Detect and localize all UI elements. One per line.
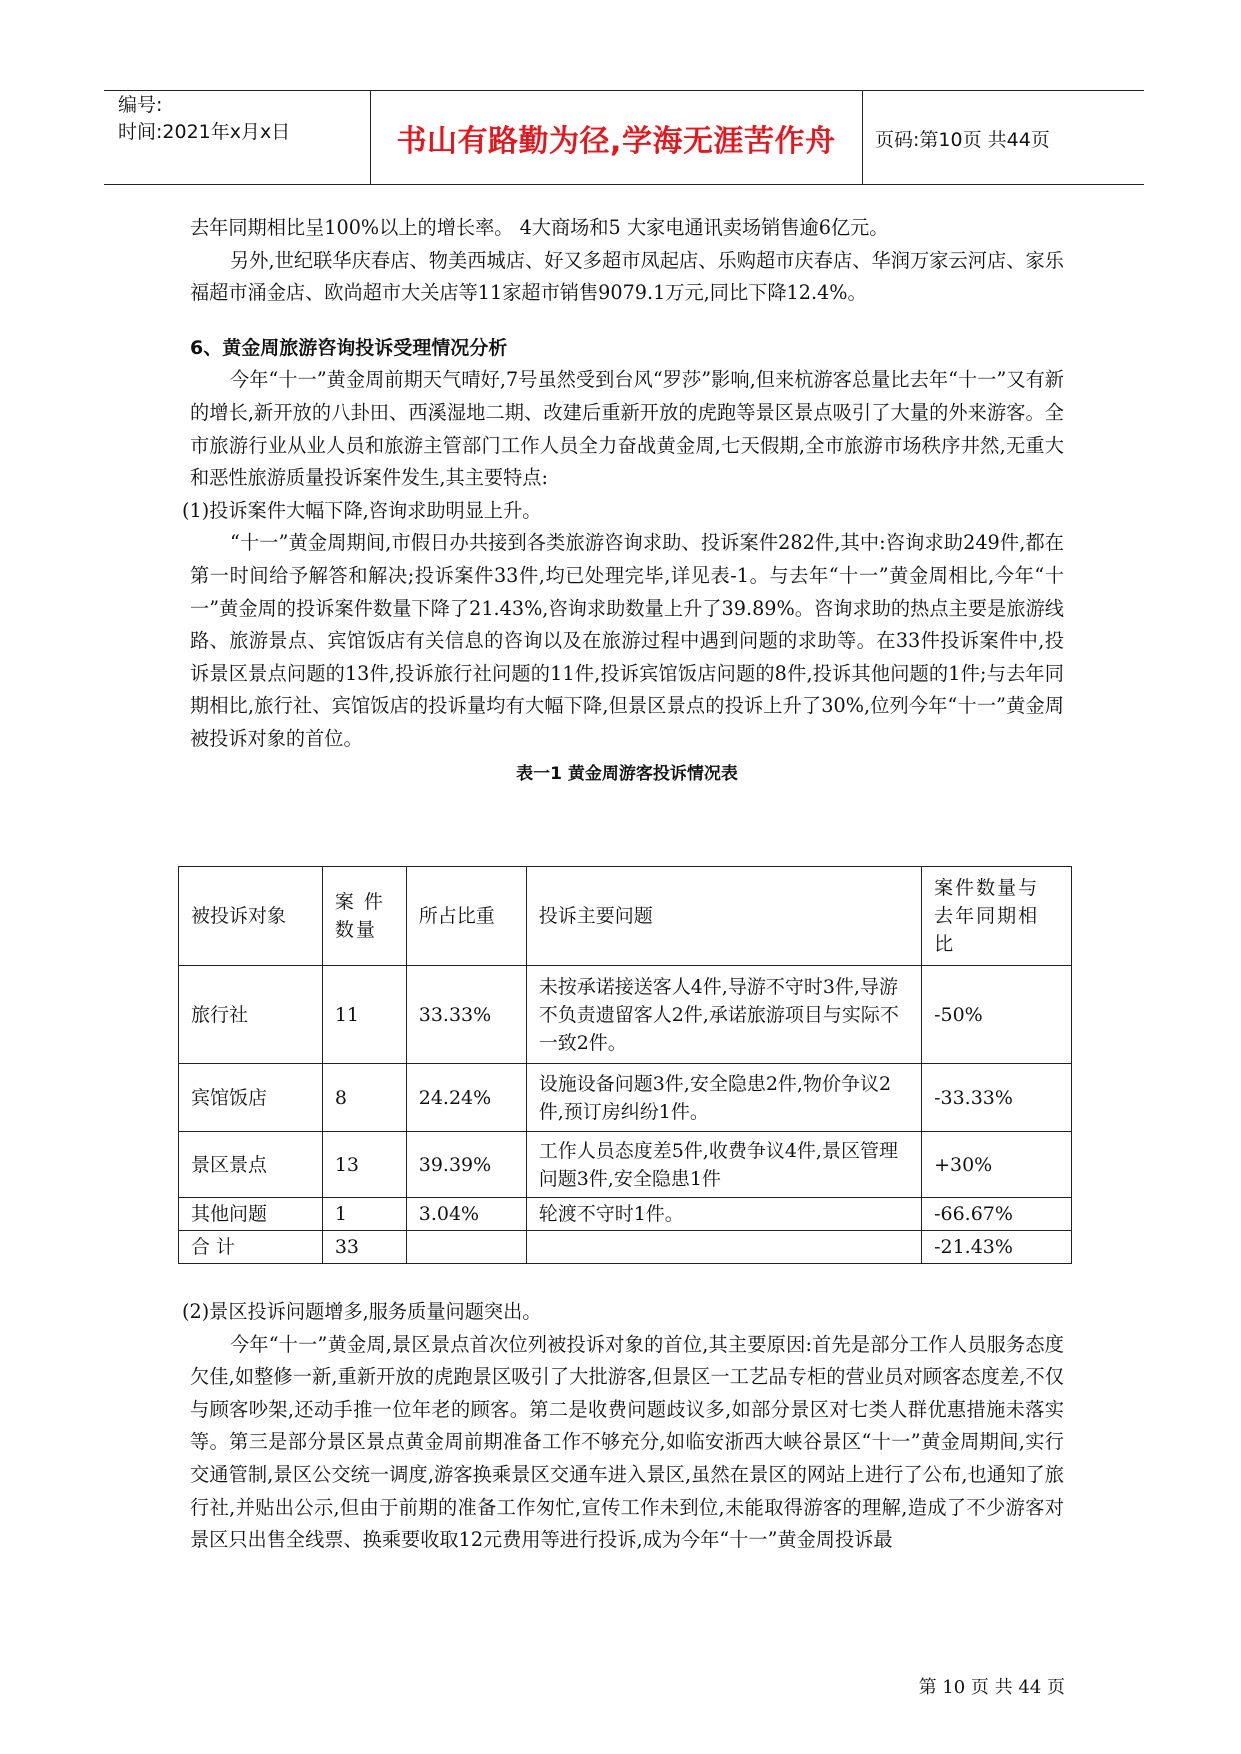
point-heading: (1)投诉案件大幅下降,咨询求助明显上升。 — [182, 498, 542, 522]
body-upper — [182, 212, 1064, 786]
table-cell: 旅行社 — [179, 966, 323, 1064]
table-caption: 表一1 黄金周游客投诉情况表 — [516, 763, 738, 784]
paragraph: 今年“十一”黄金周前期天气晴好,7号虽然受到台风“罗莎”影响,但来杭游客总量比去年“十一”又有新的增长,新开放的八卦田、西溪湿地二期、改建后重新开放的虎跑等景区景点吸引了大量的外来游客。全市旅游行业从业人员和旅游主管部门工作人员全力奋战黄金周,七天假期,全市旅游市场秩序井然,无重大和恶性旅游质量投诉案件发生,其主要特点: — [190, 368, 1064, 490]
table-header-cell: 案 件数量 — [322, 867, 406, 966]
table-cell: 33 — [322, 1231, 406, 1264]
paragraph: 另外,世纪联华庆春店、物美西城店、好又多超市凤起店、乐购超市庆春店、华润万家云河店、家乐福超市涌金店、欧尚超市大关店等11家超市销售9079.1万元,同比下降12.4%。 — [190, 248, 1064, 305]
table-row — [179, 1132, 1072, 1198]
header-top-rule — [104, 90, 1144, 91]
table-cell: 24.24% — [406, 1064, 526, 1132]
section-title: 6、黄金周旅游咨询投诉受理情况分析 — [190, 336, 508, 359]
table-total-row — [179, 1231, 1072, 1264]
table-header-cell: 所占比重 — [406, 867, 526, 966]
paragraph: “十一”黄金周期间,市假日办共接到各类旅游咨询求助、投诉案件282件,其中:咨询求助249件,都在第一时间给予解答和解决;投诉案件33件,均已处理完毕,详见表-1。与去年“十一”黄金周相比,今年“十一”黄金周的投诉案件数量下降了21.43%,咨询求助数量上升了39.89%。咨询求助的热点主要是旅游线路、旅游景点、宾馆饭店有关信息的咨询以及在旅游过程中遇到问题的求助等。在33件投诉案件中,投诉景区景点问题的13件,投诉旅行社问题的11件,投诉宾馆饭店问题的8件,投诉其他问题的1件;与去年同期相比,旅行社、宾馆饭店的投诉量均有大幅下降,但景区景点的投诉上升了30%,位列今年“十一”黄金周被投诉对象的首位。 — [190, 531, 1064, 750]
table-cell: 11 — [322, 966, 406, 1064]
table-cell: 13 — [322, 1132, 406, 1198]
table-cell: 1 — [322, 1198, 406, 1231]
complaint-table — [178, 866, 1072, 1264]
table-cell: 3.04% — [406, 1198, 526, 1231]
header-page-label: 页码:第10页 共44页 — [875, 129, 1050, 151]
paragraph: 去年同期相比呈100%以上的增长率。 4大商场和5 大家电通讯卖场销售逾6亿元。 — [190, 216, 889, 239]
body-lower — [182, 1296, 1064, 1557]
table-cell: 景区景点 — [179, 1132, 323, 1198]
table-cell: 8 — [322, 1064, 406, 1132]
table-cell: 宾馆饭店 — [179, 1064, 323, 1132]
header-divider-left — [370, 90, 371, 184]
table-header-row — [179, 867, 1072, 966]
table-cell: 合 计 — [179, 1231, 323, 1264]
table-row — [179, 1064, 1072, 1132]
table-cell: -21.43% — [922, 1231, 1072, 1264]
table-cell: 未按承诺接送客人4件,导游不守时3件,导游不负责遗留客人2件,承诺旅游项目与实际不一致2件。 — [526, 966, 921, 1064]
table-cell: 工作人员态度差5件,收费争议4件,景区管理问题3件,安全隐患1件 — [526, 1132, 921, 1198]
table-cell: 设施设备问题3件,安全隐患2件,物价争议2件,预订房纠纷1件。 — [526, 1064, 921, 1132]
header-motto: 书山有路勤为径,学海无涯苦作舟 — [396, 124, 836, 159]
table-cell — [526, 1231, 921, 1264]
table-cell: -33.33% — [922, 1064, 1072, 1132]
table-header-cell: 案件数量与去年同期相比 — [922, 867, 1072, 966]
table-row — [179, 966, 1072, 1064]
table-cell: 39.39% — [406, 1132, 526, 1198]
page-footer: 第 10 页 共 44 页 — [918, 1677, 1065, 1698]
point-heading: (2)景区投诉问题增多,服务质量问题突出。 — [182, 1300, 542, 1323]
table-cell: -66.67% — [922, 1198, 1072, 1231]
table-cell: 33.33% — [406, 966, 526, 1064]
table-cell — [406, 1231, 526, 1264]
table-cell: -50% — [922, 966, 1072, 1064]
table-cell: +30% — [922, 1132, 1072, 1198]
table-header-cell: 被投诉对象 — [179, 867, 323, 966]
table-cell: 其他问题 — [179, 1198, 323, 1231]
table-row — [179, 1198, 1072, 1231]
header-time-label: 时间:2021年x月x日 — [118, 121, 291, 143]
header-divider-right — [862, 90, 863, 184]
header-meta — [118, 92, 290, 146]
table-header-cell: 投诉主要问题 — [526, 867, 921, 966]
paragraph: 今年“十一”黄金周,景区景点首次位列被投诉对象的首位,其主要原因:首先是部分工作人员服务态度欠佳,如整修一新,重新开放的虎跑景区吸引了大批游客,但景区一工艺品专柜的营业员对顾客态度差,不仅与顾客吵架,还动手推一位年老的顾客。第二是收费问题歧议多,如部分景区对七类人群优惠措施未落实等。第三是部分景区景点黄金周前期准备工作不够充分,如临安浙西大峡谷景区“十一”黄金周期间,实行交通管制,景区公交统一调度,游客换乘景区交通车进入景区,虽然在景区的网站上进行了公布,也通知了旅行社,并贴出公示,但由于前期的准备工作匆忙,宣传工作未到位,未能取得游客的理解,造成了不少游客对景区只出售全线票、换乘要收取12元费用等进行投诉,成为今年“十一”黄金周投诉最 — [190, 1332, 1064, 1552]
header-bottom-rule — [104, 184, 1144, 185]
table-cell: 轮渡不守时1件。 — [526, 1198, 921, 1231]
header-number-label: 编号: — [118, 94, 163, 116]
